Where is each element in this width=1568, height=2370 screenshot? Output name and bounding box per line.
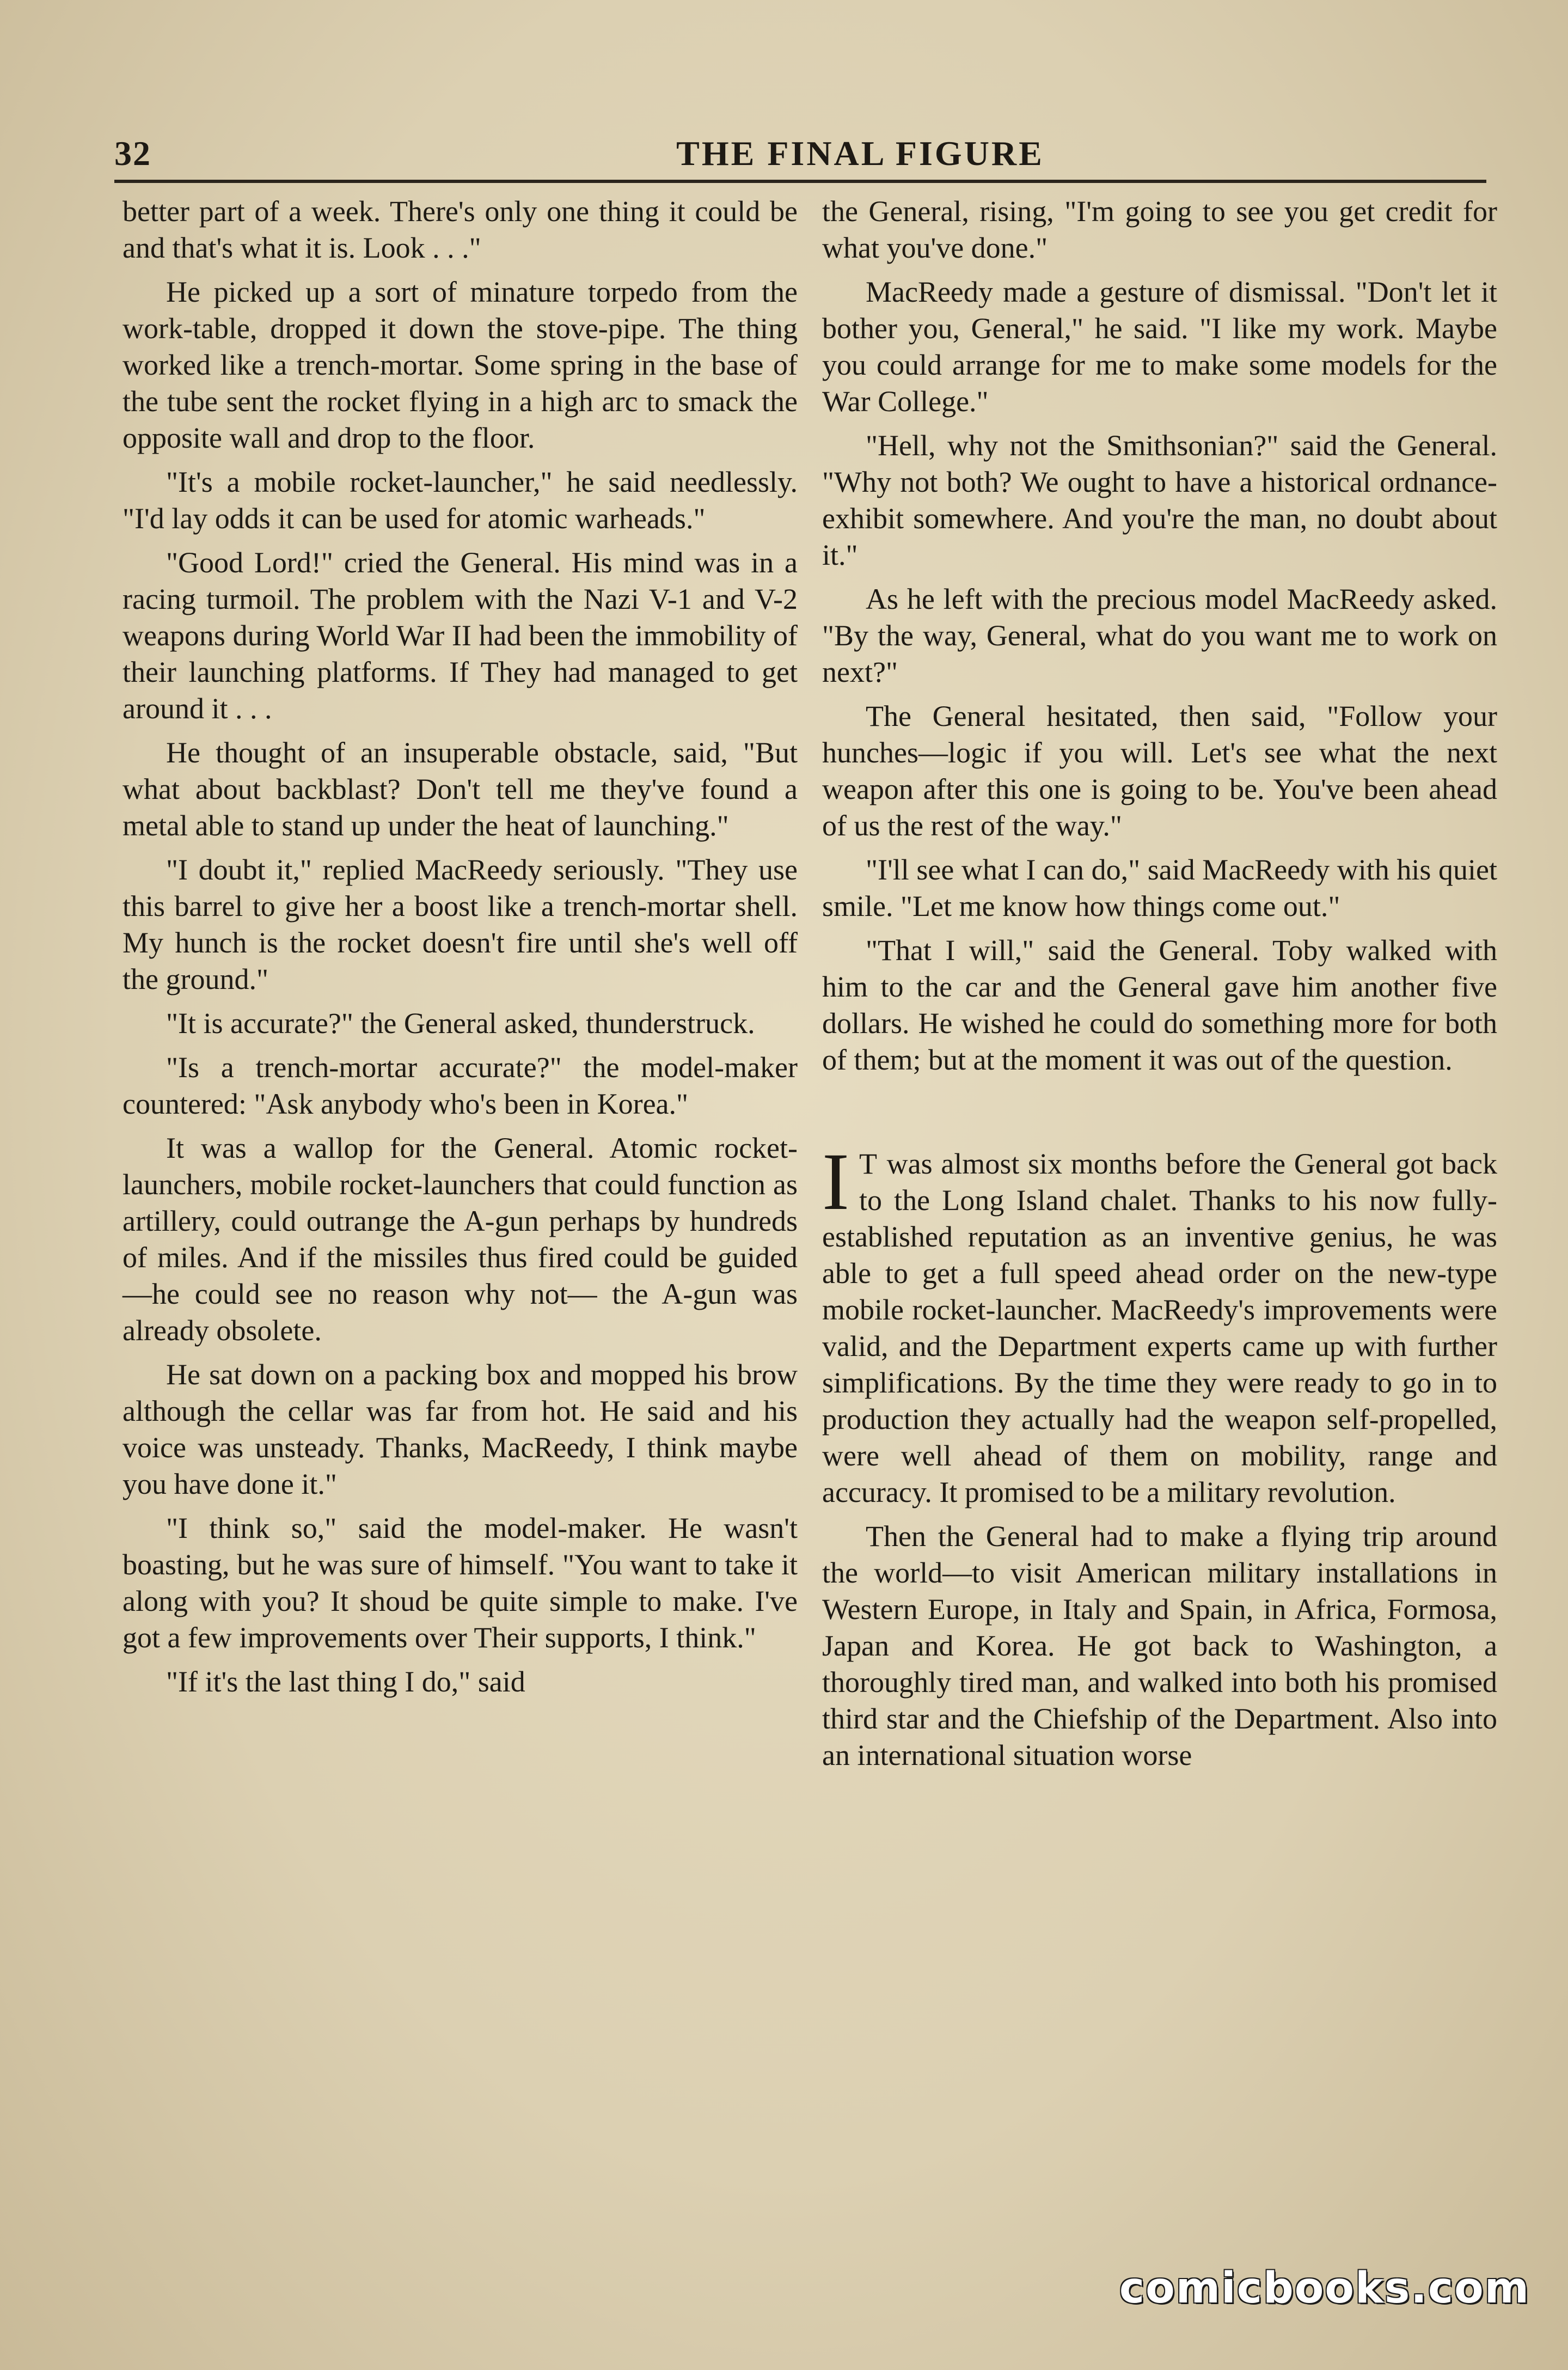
paragraph: He sat down on a packing box and mopped his brow although the cellar was far from hot. He said and his voice was unsteady. Thanks, MacReedy, I think maybe you have done it." [122,1358,798,1500]
paragraph: "That I will," said the General. Toby walked with him to the car and the General gave him another five dollars. He wished he could do something more for both of them; but at the moment it was out of the question. [822,934,1497,1076]
paragraph: "It is accurate?" the General asked, thunderstruck. [166,1007,755,1040]
running-title: THE FINAL FIGURE [676,134,1044,173]
left-column [122,193,798,1708]
paragraph: He thought of an insuperable obstacle, said, "But what about backblast? Don't tell me they've found a metal able to stand up under the heat of launching." [122,736,798,842]
dropcap-letter: I [822,1137,849,1227]
paragraph: "I think so," said the model-maker. He wasn't boasting, but he was sure of himself. "You want to take it along with you? It shoud be quite simple to make. I've got a few improvements over Their supports, I think." [122,1512,798,1654]
paragraph: MacReedy made a gesture of dismissal. "Don't let it bother you, General," he said. "I like my work. Maybe you could arrange for me to make some models for the War College." [822,276,1497,418]
paragraph: "I doubt it," replied MacReedy seriously. "They use this barrel to give her a boost like a trench-mortar shell. My hunch is the rocket doesn't fire until she's well off the ground." [122,853,798,995]
paragraph: the General, rising, "I'm going to see you get credit for what you've done." [822,195,1497,264]
dropcap-paragraph [822,1137,1497,1511]
paragraph: "It's a mobile rocket-launcher," he said needlessly. "I'd lay odds it can be used for atomic warheads." [122,466,798,535]
header-rule [114,180,1486,183]
page-number: 32 [114,134,151,173]
dropcap-paragraph-text: was almost six months before the General got back to the Long Island chalet. Thanks to his now fully-established reputation as an inventive genius, he was able to get a full speed ahead order on the new-type mobile rocket-launcher. MacReedy's improvements were valid, and the Department experts came up with further simplifications. By the time they were ready to go in to production they actually had the weapon self-propelled, were well ahead of them on mobility, range and accuracy. It promised to be a military revolution. [822,1147,1497,1508]
right-column [822,193,1497,1781]
page-header [114,128,1486,177]
section-break [822,1086,1497,1146]
paragraph: "I'll see what I can do," said MacReedy with his quiet smile. "Let me know how things come out." [822,853,1497,923]
paragraph: better part of a week. There's only one thing it could be and that's what it is. Look . . ." [122,195,798,264]
paragraph: It was a wallop for the General. Atomic rocket-launchers, mobile rocket-launchers that could function as artillery, could outrange the A-gun perhaps by hundreds of miles. And if the missiles thus fired could be guided —he could see no reason why not— the A-gun was already obsolete. [122,1132,798,1347]
watermark: comicbooks.com [1119,2264,1530,2313]
paragraph: "If it's the last thing I do," said [166,1665,525,1698]
paragraph: Then the General had to make a flying trip around the world—to visit American military installations in Western Europe, in Italy and Spain, in Africa, Formosa, Japan and Korea. He got back to Washington, a thoroughly tired man, and walked into both his promised third star and the Chiefship of the Department. Also into an international situation worse [822,1520,1497,1772]
paragraph: "Is a trench-mortar accurate?" the model-maker countered: "Ask anybody who's been in Korea." [122,1051,798,1120]
dropcap-rest: T [859,1147,878,1180]
paragraph: "Hell, why not the Smithsonian?" said the General. "Why not both? We ought to have a historical ordnance-exhibit somewhere. And you're the man, no doubt about it." [822,429,1497,571]
paragraph: The General hesitated, then said, "Follow your hunches—logic if you will. Let's see what the next weapon after this one is going to be. You've been ahead of us the rest of the way." [822,700,1497,842]
paragraph: As he left with the precious model MacReedy asked. "By the way, General, what do you want me to work on next?" [822,583,1497,688]
paragraph: "Good Lord!" cried the General. His mind was in a racing turmoil. The problem with the Nazi V-1 and V-2 weapons during World War II had been the immobility of their launching platforms. If They had managed to get around it . . . [122,546,798,725]
paragraph: He picked up a sort of minature torpedo from the work-table, dropped it down the stove-pipe. The thing worked like a trench-mortar. Some spring in the base of the tube sent the rocket flying in a high arc to smack the opposite wall and drop to the floor. [122,276,798,454]
